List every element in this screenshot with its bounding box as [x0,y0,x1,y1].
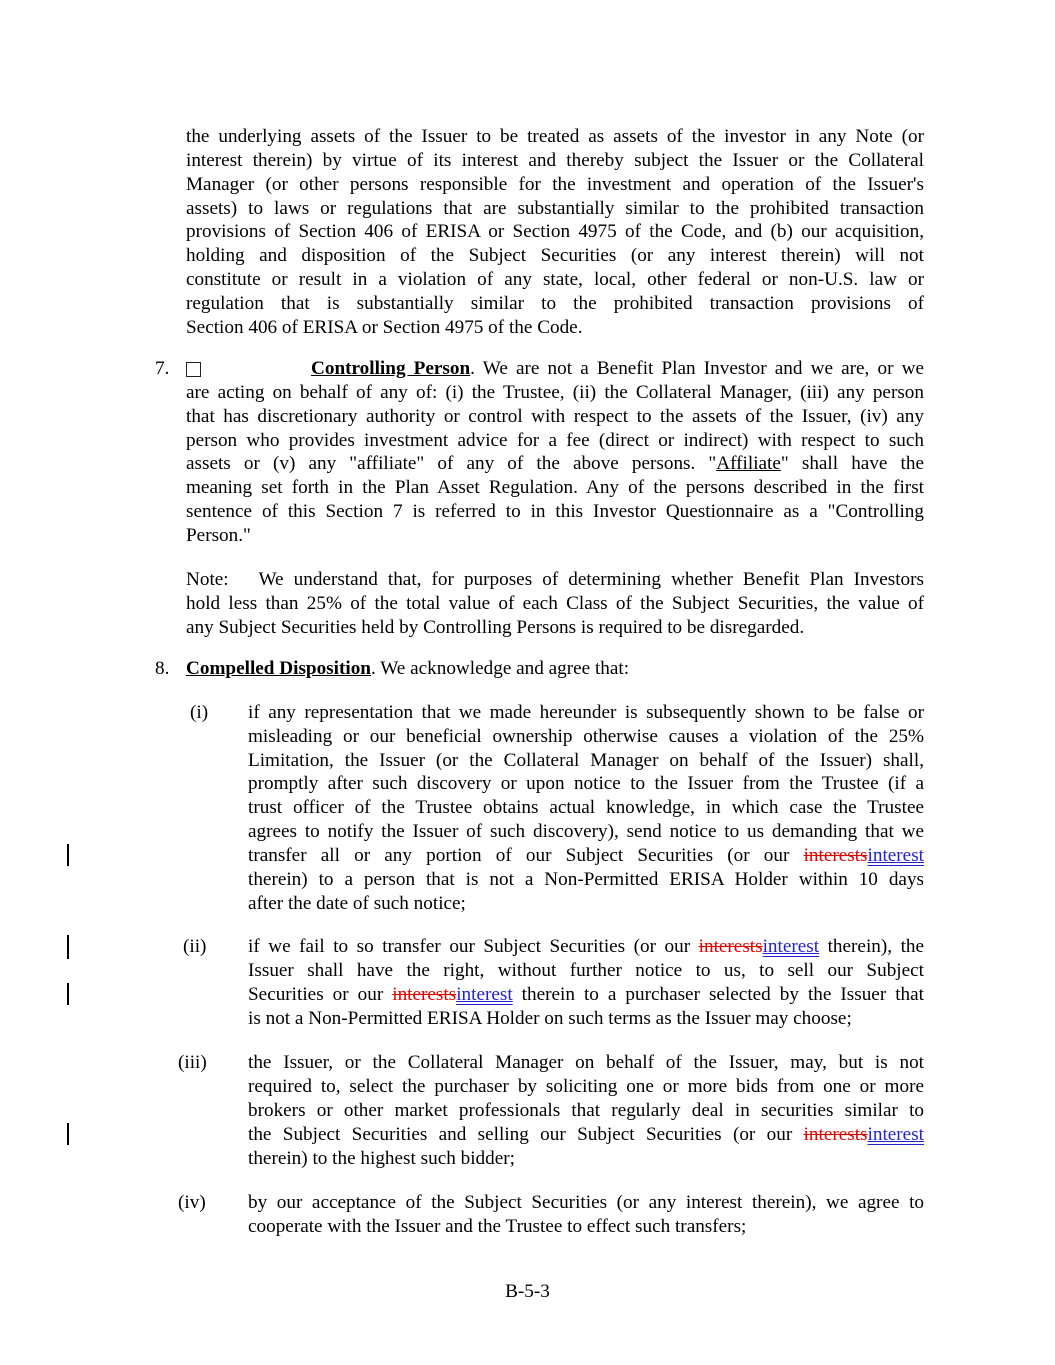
deleted-text: interests [698,936,763,957]
text-line: promptly after such discovery or upon notice to the Issuer from the Trustee (if a [248,773,924,794]
text-line: therein) to a person that is not a Non-Permitted ERISA Holder within 10 days [248,869,924,890]
text-line: person who provides investment advice for a fee (direct or indirect) with respect to such [186,430,924,451]
text-line: Manager (or other persons responsible for the investment and operation of the Issuer's [186,174,924,195]
text-segment: assets or (v) any "affiliate" of any of the above persons. " [186,453,717,474]
inserted-text: interest [456,984,513,1005]
section-7-number: 7. [155,358,170,379]
text-line: if any representation that we made hereunder is subsequently shown to be false or [248,702,924,723]
text-segment: therein), the [819,936,925,957]
text-line: Person." [186,525,251,546]
text-line: required to, select the purchaser by soliciting one or more bids from one or more [248,1076,924,1097]
text-line: the Issuer, or the Collateral Manager on behalf of the Issuer, may, but is not [248,1052,924,1073]
text-line: regulation that is substantially similar to the prohibited transaction provisions of [186,293,924,314]
text-line: are acting on behalf of any of: (i) the Trustee, (ii) the Collateral Manager, (iii) any person [186,382,924,403]
change-bar [67,935,69,959]
section-8-number: 8. [155,658,170,679]
text-line: after the date of such notice; [248,893,466,914]
note-line: Note: We understand that, for purposes of determining whether Benefit Plan Investors [186,569,924,590]
text-segment: therein to a purchaser selected by the Issuer that [512,984,924,1005]
affiliate-defined-term: Affiliate [716,453,781,474]
text-line: misleading or our beneficial ownership otherwise causes a violation of the 25% [248,726,924,747]
change-bar [67,983,69,1005]
text-line: trust officer of the Trustee obtains actual knowledge, in which case the Trustee [248,797,924,818]
text-line: Limitation, the Issuer (or the Collateral Manager on behalf of the Issuer) shall, [248,750,924,771]
tracked-change-line [248,935,924,959]
tracked-change-line [248,844,924,868]
item-label: (i) [190,702,209,723]
tracked-change-line [248,1123,924,1147]
item-label: (ii) [183,936,207,957]
note-line: any Subject Securities held by Controlling Persons is required to be disregarded. [186,617,805,638]
text-line: Issuer shall have the right, without further notice to us, to sell our Subject [248,960,924,981]
section-7-first-line [311,357,924,381]
item-label: (iv) [178,1192,206,1213]
text-line: agrees to notify the Issuer of such discovery), send notice to us demanding that we [248,821,924,842]
text-line: Section 406 of ERISA or Section 4975 of the Code. [186,317,583,338]
text-line: assets) to laws or regulations that are substantially similar to the prohibited transaction [186,198,924,219]
inserted-text: interest [867,1124,924,1145]
tracked-change-line [248,983,924,1007]
deleted-text: interests [392,984,457,1005]
text-segment: transfer all or any portion of our Subject Securities (or our [248,845,804,866]
section-8-intro [186,657,629,681]
text-segment: . We acknowledge and agree that: [370,658,630,679]
text-line: constitute or result in a violation of any state, local, other federal or non-U.S. law or [186,269,924,290]
text-segment: the Subject Securities and selling our Subject Securities (or our [248,1124,804,1145]
note-line: hold less than 25% of the total value of each Class of the Subject Securities, the value of [186,593,924,614]
text-line: cooperate with the Issuer and the Trustee to effect such transfers; [248,1216,747,1237]
inserted-text: interest [762,936,820,957]
text-segment: " shall have the [780,453,924,474]
text-line: therein) to the highest such bidder; [248,1148,515,1169]
text-line: interest therein) by virtue of its interest and thereby subject the Issuer or the Collateral [186,150,924,171]
inserted-text: interest [867,845,924,866]
item-label: (iii) [178,1052,207,1073]
text-line: brokers or other market professionals that regularly deal in securities similar to [248,1100,924,1121]
text-line: is not a Non-Permitted ERISA Holder on such terms as the Issuer may choose; [248,1008,852,1029]
section-8-heading: Compelled Disposition [186,658,371,679]
controlling-person-checkbox[interactable] [186,362,201,377]
deleted-text: interests [803,845,868,866]
deleted-text: interests [803,1124,868,1145]
page-number: B-5-3 [505,1281,550,1302]
affiliate-line [186,452,924,476]
change-bar [67,844,69,866]
text-line: provisions of Section 406 of ERISA or Section 4975 of the Code, and (b) our acquisition, [186,221,924,242]
text-line: meaning set forth in the Plan Asset Regulation. Any of the persons described in the first [186,477,924,498]
text-segment: if we fail to so transfer our Subject Securities (or our [248,936,699,957]
change-bar [67,1123,69,1145]
text-line: holding and disposition of the Subject Securities (or any interest therein) will not [186,245,924,266]
section-7-heading: Controlling Person [311,358,471,379]
text-line: that has discretionary authority or control with respect to the assets of the Issuer, (iv) any [186,406,924,427]
text-line: the underlying assets of the Issuer to be treated as assets of the investor in any Note (or [186,126,924,147]
text-line: by our acceptance of the Subject Securities (or any interest therein), we agree to [248,1192,924,1213]
text-line: sentence of this Section 7 is referred to in this Investor Questionnaire as a "Controlling [186,501,924,522]
section-7-first-line-text: . We are not a Benefit Plan Investor and we are, or we [470,358,924,379]
text-segment: Securities or our [248,984,393,1005]
